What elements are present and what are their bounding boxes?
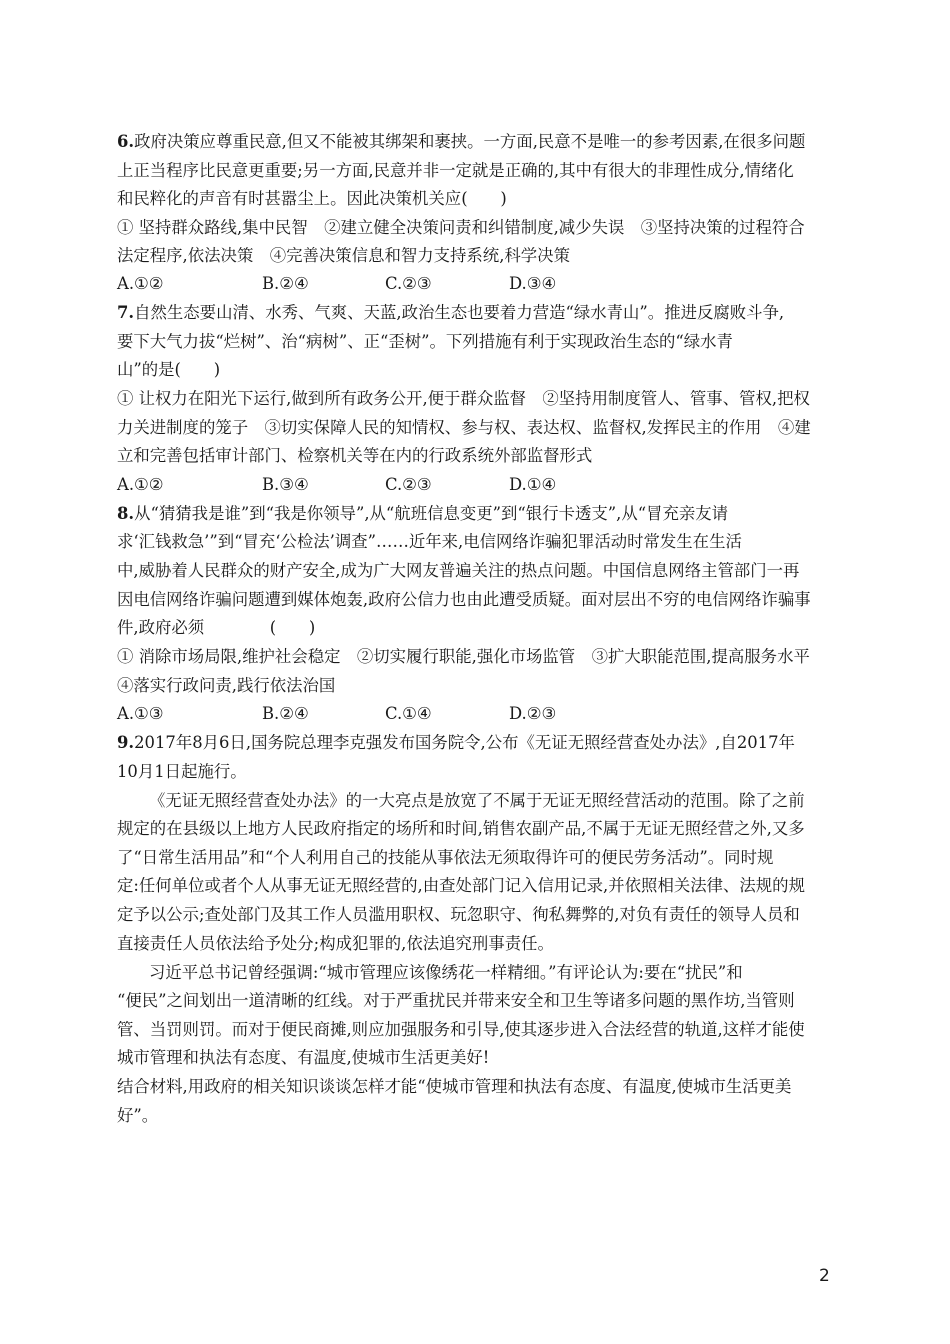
q6-statement-2: 法定程序,依法决策 ④完善决策信息和智力支持系统,科学决策: [117, 246, 570, 265]
q8-line-5: 件,政府必须 ( ): [117, 618, 316, 637]
q6-line-1: 6.政府决策应尊重民意,但又不能被其绑架和裹挟。一方面,民意不是唯一的参考因素,在很多问题: [117, 132, 806, 151]
q7-statement-3: 立和完善包括审计部门、检察机关等在内的行政系统外部监督形式: [117, 446, 593, 465]
q6-option-a: A.①②: [117, 274, 164, 293]
q8-line-1: 8.从“猜猜我是谁”到“我是你领导”,从“航班信息变更”到“银行卡透支”,从“冒充亲友请: [117, 504, 729, 523]
q6-number: 6.: [117, 132, 135, 151]
q7-option-d: D.①④: [509, 475, 557, 494]
q6-options: [117, 273, 837, 295]
q7-line-3: 山”的是( ): [117, 360, 221, 379]
q6-option-c: C.②③: [385, 274, 432, 293]
q6-statement-1: ① 坚持群众路线,集中民智 ②建立健全决策问责和纠错制度,减少失误 ③坚持决策的过程符合: [117, 218, 805, 237]
q8-statement-1: ① 消除市场局限,维护社会稳定 ②切实履行职能,强化市场监管 ③扩大职能范围,提高服务水平: [117, 647, 810, 666]
q7-line-2: 要下大气力拔“烂树”、治“病树”、正“歪树”。下列措施有利于实现政治生态的“绿水青: [117, 332, 733, 351]
q7-option-b: B.③④: [262, 475, 309, 494]
q7-statement-2: 力关进制度的笼子 ③切实保障人民的知情权、参与权、表达权、监督权,发挥民主的作用 ④建: [117, 418, 811, 437]
q7-option-c: C.②③: [385, 475, 432, 494]
q6-option-b: B.②④: [262, 274, 309, 293]
q8-options: [117, 703, 837, 725]
q7-number: 7.: [117, 303, 135, 322]
document-page: 6.政府决策应尊重民意,但又不能被其绑架和裹挟。一方面,民意不是唯一的参考因素,在很多问题 上正当程序比民意更重要;另一方面,民意并非一定就是正确的,其中有很大的非理性成分,情绪化 和民粹化的声音有时甚嚣尘上。因此决策机关应( ) ① 坚持群众路线,集中民智 ②建立健全决策问责和纠错制度,减少失误 ③坚持决策的过程符合 法定程序,依法决策 ④完善决策信息和智力支持系统,科学决策 A.①② B.②④ C.②③ D.③④ 7.自然生态要山清、水秀、气爽、天蓝,政治生态也要着力营造“绿水青山”。推进反腐败斗争, 要下大气力拔“烂树”、治“病树”、正“歪树”。下列措施有利于实现政治生态的“绿水青 山”的是( ) ① 让权力在阳光下运行,做到所有政务公开,便于群众监督 ②坚持用制度管人、管事、管权,把权 力关进制度的笼子 ③切实保障人民的知情权、参与权、表达权、监督权,发挥民主的作用 ④建 立和完善包括审计部门、检察机关等在内的行政系统外部监督形式 A.①② B.③④ C.②③ D.①④ 8.从“猜猜我是谁”到“我是你领导”,从“航班信息变更”到“银行卡透支”,从“冒充亲友请 求‘汇钱救急’”到“冒充‘公检法’调查”……近年来,电信网络诈骗犯罪活动时常发生在生活 中,威胁着人民群众的财产安全,成为广大网友普遍关注的热点问题。中国信息网络主管部门一再 因电信网络诈骗问题遭到媒体炮轰,政府公信力也由此遭受质疑。面对层出不穷的电信网络诈骗事 件,政府必须 ( ) ① 消除市场局限,维护社会稳定 ②切实履行职能,强化市场监管 ③扩大职能范围,提高服务水平 ④落实行政问责,践行依法治国 A.①③ B.②④ C.①④ D.②③ 9.2017年8月6日,国务院总理李克强发布国务院令,公布《无证无照经营查处办法》,自2017年 10月1日起施行。 《无证无照经营查处办法》的一大亮点是放宽了不属于无证无照经营活动的范围。除了之前 规定的在县级以上地方人民政府指定的场所和时间,销售农副产品,不属于无证无照经营之外,又多 了“日常生活用品”和“个人利用自己的技能从事依法无须取得许可的便民劳务活动”。同时规 定:任何单位或者个人从事无证无照经营的,由查处部门记入信用记录,并依照相关法律、法规的规 定予以公示;查处部门及其工作人员滥用职权、玩忽职守、徇私舞弊的,对负有责任的领导人员和 直接责任人员依法给予处分;构成犯罪的,依法追究刑事责任。 习近平总书记曾经强调:“城市管理应该像绣花一样精细。”有评论认为:要在“扰民”和 “便民”之间划出一道清晰的红线。对于严重扰民并带来安全和卫生等诸多问题的黑作坊,当管则 管、当罚则罚。而对于便民商摊,则应加强服务和引导,使其逐步进入合法经营的轨道,这样才能使 城市管理和执法有态度、有温度,使城市生活更美好! 结合材料,用政府的相关知识谈谈怎样才能“使城市管理和执法有态度、有温度,使城市生活更美 好”。 2: [0, 0, 950, 1344]
q8-option-b: B.②④: [262, 704, 309, 723]
q9-line-1: 9.2017年8月6日,国务院总理李克强发布国务院令,公布《无证无照经营查处办法》,自2017年: [117, 733, 795, 752]
q8-line-4: 因电信网络诈骗问题遭到媒体炮轰,政府公信力也由此遭受质疑。面对层出不穷的电信网络诈骗事: [117, 590, 811, 609]
q6-line-2: 上正当程序比民意更重要;另一方面,民意并非一定就是正确的,其中有很大的非理性成分,情绪化: [117, 161, 794, 180]
q9-line-2: 10月1日起施行。: [117, 762, 247, 781]
q7-options: [117, 474, 837, 496]
q7-option-a: A.①②: [117, 475, 164, 494]
q8-option-c: C.①④: [385, 704, 432, 723]
page-number: 2: [819, 1266, 830, 1286]
q8-line-3: 中,威胁着人民群众的财产安全,成为广大网友普遍关注的热点问题。中国信息网络主管部门一再: [117, 561, 800, 580]
q8-line-2: 求‘汇钱救急’”到“冒充‘公检法’调查”……近年来,电信网络诈骗犯罪活动时常发生在生活: [117, 532, 742, 551]
q9-number: 9.: [117, 733, 135, 752]
q8-option-a: A.①③: [117, 704, 164, 723]
q6-line-3: 和民粹化的声音有时甚嚣尘上。因此决策机关应( ): [117, 189, 507, 208]
q7-statement-1: ① 让权力在阳光下运行,做到所有政务公开,便于群众监督 ②坚持用制度管人、管事、管权,把权: [117, 389, 810, 408]
q6-option-d: D.③④: [509, 274, 557, 293]
q7-line-1: 7.自然生态要山清、水秀、气爽、天蓝,政治生态也要着力营造“绿水青山”。推进反腐败斗争,: [117, 303, 785, 322]
q8-statement-2: ④落实行政问责,践行依法治国: [117, 676, 336, 695]
q8-number: 8.: [117, 504, 135, 523]
q8-option-d: D.②③: [509, 704, 557, 723]
